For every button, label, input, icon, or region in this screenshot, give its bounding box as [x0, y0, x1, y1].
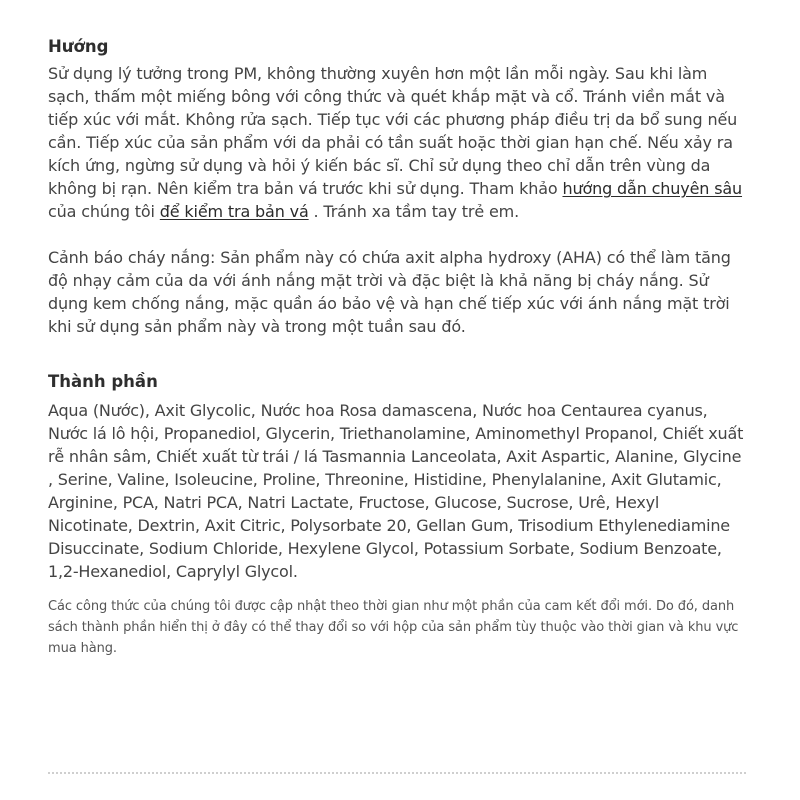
sunburn-warning: Cảnh báo cháy nắng: Sản phẩm này có chứa axit alpha hydroxy (AHA) có thể làm tăng độ nhạy cảm của da với ánh nắng mặt trời và đặc biệt là khả năng bị cháy nắng. Sử dụng kem chống nắng, mặc quần áo bảo vệ và hạn chế tiếp xúc với ánh nắng mặt trời khi sử dụng sản phẩm này và trong một tuần sau đó. [48, 248, 731, 336]
ingredients-heading: Thành phần [48, 372, 158, 391]
usage-text-part3: . Tránh xa tầm tay trẻ em. [308, 202, 520, 221]
section-divider [48, 772, 746, 774]
usage-instructions [48, 62, 748, 223]
usage-text-part1: Sử dụng lý tưởng trong PM, không thường xuyên hơn một lần mỗi ngày. Sau khi làm sạch, thấm một miếng bông với công thức và quét khắp mặt và cổ. Tránh viền mắt và tiếp xúc với mắt. Không rửa sạch. Tiếp tục với các phương pháp điều trị da bổ sung nếu cần. Tiếp xúc của sản phẩm với da phải có tần suất hoặc thời gian hạn chế. Nếu xảy ra kích ứng, ngừng sử dụng và hỏi ý kiến bác sĩ. Chỉ sử dụng theo chỉ dẫn trên vùng da không bị rạn. Nên kiểm tra bản vá trước khi sử dụng. Tham khảo [48, 64, 738, 198]
ingredients-list: Aqua (Nước), Axit Glycolic, Nước hoa Rosa damascena, Nước hoa Centaurea cyanus, Nước lá lô hội, Propanediol, Glycerin, Triethanolamine, Aminomethyl Propanol, Chiết xuất rễ nhân sâm, Chiết xuất từ trái / lá Tasmannia Lanceolata, Axit Aspartic, Alanine, Glycine , Serine, Valine, Isoleucine, Proline, Threonine, Histidine, Phenylalanine, Axit Glutamic, Arginine, PCA, Natri PCA, Natri Lactate, Fructose, Glucose, Sucrose, Urê, Hexyl Nicotinate, Dextrin, Axit Citric, Polysorbate 20, Gellan Gum, Trisodium Ethylenediamine Disuccinate, Sodium Chloride, Hexylene Glycol, Potassium Sorbate, Sodium Benzoate, 1,2-Hexanediol, Caprylyl Glycol. [48, 401, 744, 581]
formula-update-note: Các công thức của chúng tôi được cập nhật theo thời gian như một phần của cam kết đổi mới. Do đó, danh sách thành phần hiển thị ở đây có thể thay đổi so với hộp của sản phẩm tùy thuộc vào thời gian và khu vực mua hàng. [48, 599, 739, 656]
patch-test-link[interactable]: để kiểm tra bản vá [159, 202, 309, 221]
usage-heading: Hướng [48, 37, 109, 56]
usage-text-part2: của chúng tôi [48, 202, 160, 221]
in-depth-guide-link[interactable]: hướng dẫn chuyên sâu [562, 179, 743, 198]
